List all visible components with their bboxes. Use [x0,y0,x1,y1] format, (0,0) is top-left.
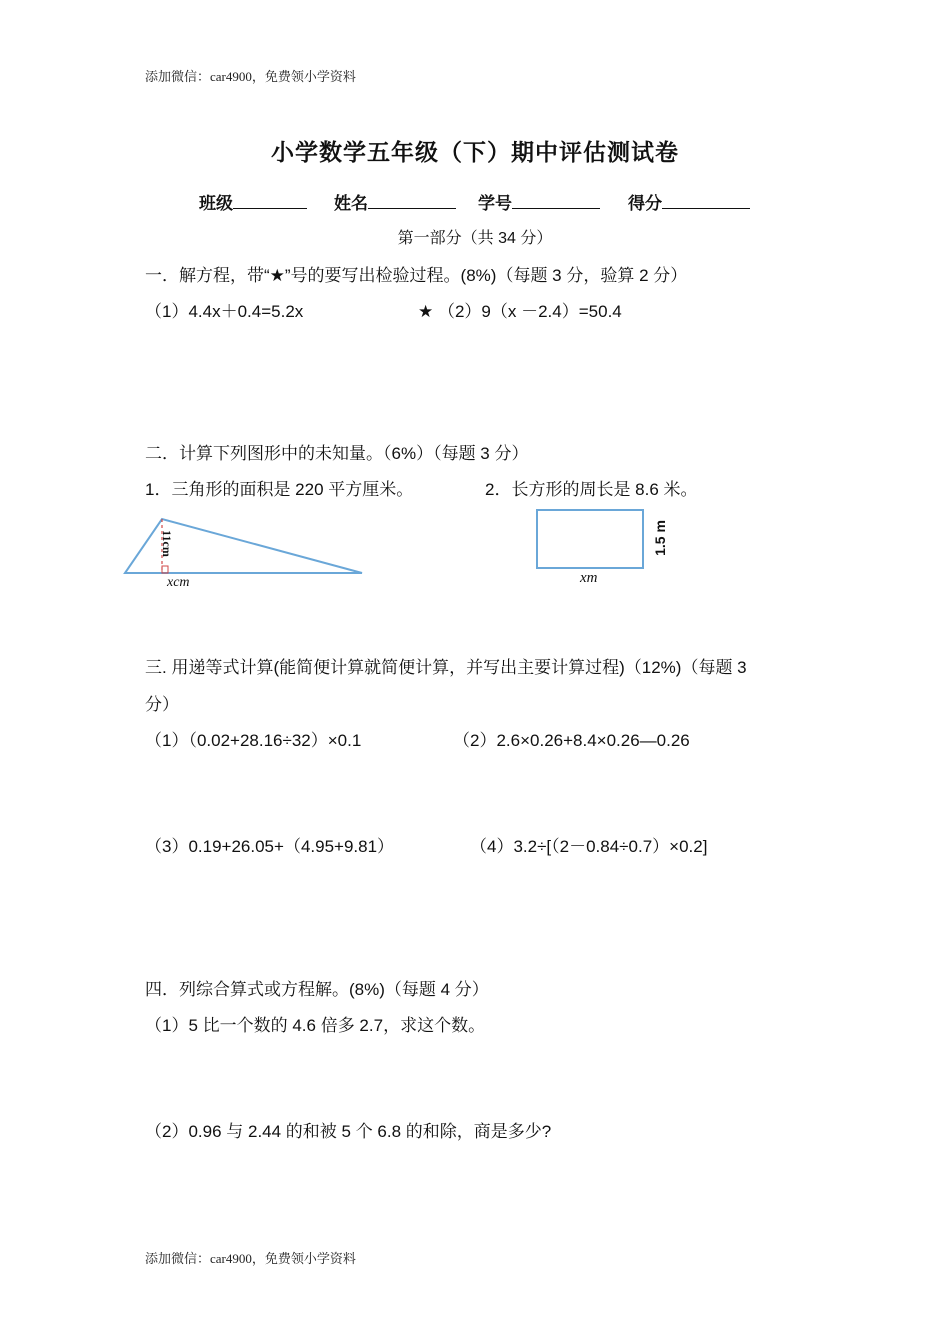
triangle-figure [120,510,370,595]
header-note: 添加微信：car4900，免费领小学资料 [145,69,356,84]
section-three-heading-line1: 三. 用递等式计算(能简便计算就简便计算，并写出主要计算过程)（12%)（每题 3 [145,658,747,677]
rectangle-side-label: 1.5 m [651,520,668,556]
section-three-q3: （3）0.19+26.05+（4.95+9.81） [145,837,395,856]
number-field[interactable] [478,189,600,214]
part-one-heading: 第一部分（共 34 分） [397,230,553,247]
section-four-q1: （1）5 比一个数的 4.6 倍多 2.7，求这个数。 [145,1016,486,1035]
name-blank[interactable] [368,191,456,209]
class-field[interactable] [199,189,307,214]
section-four-heading: 四．列综合算式或方程解。(8%)（每题 4 分） [145,980,489,999]
rectangle-base-label: xm [580,570,598,586]
rectangle-side-label-wrap [652,520,672,560]
rectangle-figure [533,506,653,572]
right-angle-mark [162,566,168,573]
name-label: 姓名 [334,194,368,213]
section-two-heading: 二．计算下列图形中的未知量。（6%）（每题 3 分） [145,444,529,463]
section-four-q2: （2）0.96 与 2.44 的和被 5 个 6.8 的和除，商是多少? [145,1122,552,1141]
section-one-q2: ★ （2）9（x －2.4）=50.4 [418,302,622,321]
number-label: 学号 [478,194,512,213]
score-blank[interactable] [662,191,750,209]
score-label: 得分 [628,194,662,213]
number-blank[interactable] [512,191,600,209]
rectangle-shape [537,510,643,568]
triangle-height-label: 11cm [159,530,174,557]
section-one-q1: （1）4.4x＋0.4=5.2x [145,302,304,321]
triangle-height-label-wrap [159,526,183,566]
triangle-base-label: xcm [167,575,190,590]
footer-note: 添加微信：car4900，免费领小学资料 [145,1251,356,1266]
name-field[interactable] [334,189,456,214]
class-blank[interactable] [233,191,307,209]
section-one-heading: 一．解方程，带“★”号的要写出检验过程。(8%)（每题 3 分，验算 2 分） [145,266,688,285]
page-title: 小学数学五年级（下）期中评估测试卷 [271,139,679,165]
section-two-q2: 2．长方形的周长是 8.6 米。 [485,480,698,499]
score-field[interactable] [628,189,750,214]
section-three-q1: （1）（0.02+28.16÷32）×0.1 [145,731,362,750]
section-two-q1: 1．三角形的面积是 220 平方厘米。 [145,480,414,499]
section-three-q4: （4）3.2÷[（2－0.84÷0.7）×0.2] [470,837,708,856]
section-three-q2: （2）2.6×0.26+8.4×0.26—0.26 [453,731,690,750]
class-label: 班级 [199,194,233,213]
section-three-heading-line2: 分） [145,695,179,714]
